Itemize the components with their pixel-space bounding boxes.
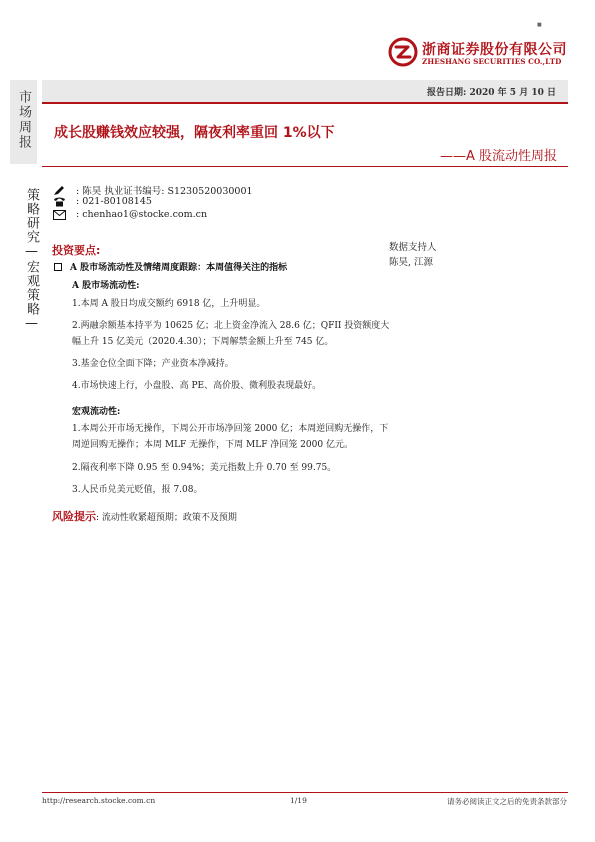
data-support-label: 数据支持人 (389, 242, 437, 253)
analyst-name-row (52, 183, 253, 197)
report-category: 市场周报 (16, 90, 31, 150)
macro-heading: 宏观流动性: (72, 407, 121, 417)
analyst-email[interactable]: : chenhao1@stocke.com.cn (76, 209, 208, 220)
phone-icon (52, 196, 66, 207)
analyst-email-row (52, 209, 207, 220)
a-share-item: 2.两融余额基本持平为 10625 亿；北上资金净流入 28.6 亿；QFII 投资额度大幅上升 15 亿美元（2020.4.30）；下周解禁金额上升至 745 亿。 (72, 321, 390, 347)
a-share-item: 4.市场快速上行，小盘股、高 PE、高价股、微利股表现最好。 (72, 381, 322, 391)
data-support (389, 240, 437, 270)
analyst-name: : 陈昊 执业证书编号: S1230520030001 (76, 186, 253, 197)
highlights-heading: 投资要点: (52, 244, 101, 257)
footer-disclaimer: 请务必阅读正文之后的免责条款部分 (447, 797, 567, 806)
envelope-icon (52, 209, 66, 220)
footer-line (42, 792, 568, 793)
risk-text: : 流动性收紧超预期；政策不及预期 (96, 513, 237, 523)
highlights-bullet (54, 260, 287, 273)
header-accent-line (42, 102, 568, 104)
report-date: 报告日期: 2020 年 5 月 10 日 (427, 88, 556, 98)
analyst-phone-row (52, 196, 152, 207)
company-name-en: ZHESHANG SECURITIES CO.,LTD (422, 57, 562, 66)
company-logo-icon (388, 37, 418, 67)
title-separator (42, 166, 568, 167)
company-name-cn: 浙商证券股份有限公司 (422, 42, 567, 58)
macro-item: 2.隔夜利率下降 0.95 至 0.94%；美元指数上升 0.70 至 99.75。 (72, 463, 337, 473)
footer-url[interactable]: http://research.stocke.com.cn (42, 796, 156, 805)
checkbox-bullet-icon (54, 263, 62, 271)
pen-icon (52, 185, 66, 196)
date-bar (42, 80, 568, 102)
analyst-phone: : 021-80108145 (76, 196, 152, 207)
report-subcategory: 策略研究—宏观策略— (24, 188, 39, 332)
a-share-item: 1.本周 A 股日均成交额约 6918 亿，上升明显。 (72, 299, 266, 309)
a-share-heading: A 股市场流动性: (72, 281, 140, 291)
page-number: 1/19 (290, 796, 307, 805)
a-share-item: 3.基金仓位全面下降；产业资本净减持。 (72, 359, 234, 369)
data-support-names: 陈昊, 江源 (389, 257, 434, 268)
sub-title: ——A 股流动性周报 (439, 149, 557, 164)
risk-warning (52, 508, 237, 524)
highlights-bullet-text: A 股市场流动性及情绪周度跟踪：本周值得关注的指标 (70, 263, 288, 273)
risk-label: 风险提示 (52, 510, 96, 523)
macro-item: 3.人民币兑美元贬值，报 7.08。 (72, 485, 203, 495)
main-title: 成长股赚钱效应较强，隔夜利率重回 1%以下 (54, 125, 335, 141)
corner-mark: ■ (537, 22, 542, 28)
macro-item: 1.本周公开市场无操作，下周公开市场净回笼 2000 亿；本周逆回购无操作，下周逆回购无操作；本周 MLF 无操作，下周 MLF 净回笼 2000 亿元。 (72, 424, 389, 450)
company-logo (388, 37, 568, 71)
